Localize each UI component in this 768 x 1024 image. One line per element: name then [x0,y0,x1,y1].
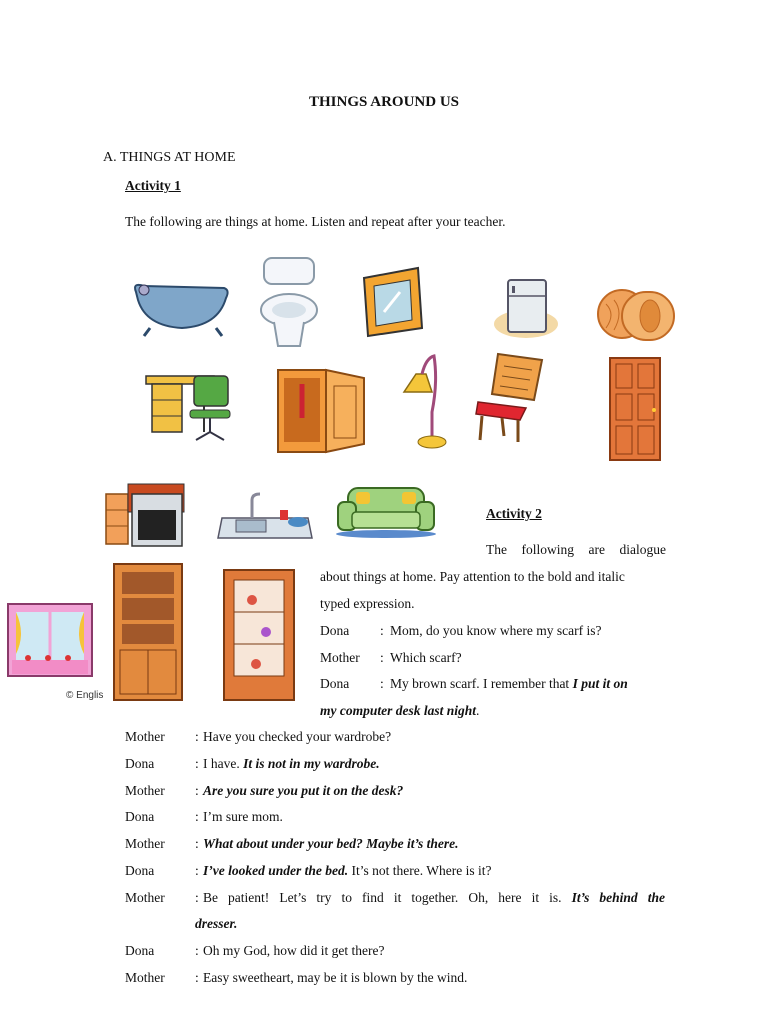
activity1-instruction: The following are things at home. Listen and repeat after your teacher. [125,214,506,229]
dialogue-line [203,803,665,830]
toilet-icon [261,258,317,346]
dialogue-bold-text: dresser. [195,916,238,931]
dialogue-separator: : [195,809,199,824]
dialogue-text: Which scarf? [390,650,462,665]
cabinet-icon [224,570,294,700]
dialogue-speaker: Mother [125,836,165,851]
dialogue-bold-text: It’s behind the [571,890,666,905]
dialogue-separator: : [195,756,199,771]
dialogue-separator: : [195,783,199,798]
section-heading: A. THINGS AT HOME [103,150,236,165]
sink-icon [218,494,312,538]
dialogue-speaker: Dona [320,623,350,638]
copyright-note: © Englis [66,690,104,701]
dialogue-separator: : [195,943,199,958]
dialogue-line [203,937,665,964]
dialogue-bold-text: It is not in my wardrobe. [243,756,380,771]
mirror-icon [364,268,422,336]
dialogue-text: Mom, do you know where my scarf is? [390,623,602,638]
dialogue-separator: : [380,676,384,691]
chair-icon [476,354,542,442]
stove-icon [106,484,184,546]
activity2-label: Activity 2 [486,506,542,521]
dialogue-separator: : [195,836,199,851]
dialogue-speaker: Mother [125,890,165,905]
dialogue-line [320,697,666,724]
dialogue-speaker: Mother [125,970,165,985]
dialogue-text: Easy sweetheart, may be it is blown by the wind. [203,970,468,985]
dialogue-separator: : [195,890,199,905]
lamp-icon [404,356,446,448]
dialogue-bold-text: I put it on [572,676,628,691]
dialogue-separator: : [380,623,384,638]
bookshelf-icon [114,564,182,700]
activity1-label: Activity 1 [125,178,181,193]
dialogue-line [203,884,665,911]
dialogue-bold-text: I’ve looked under the bed. [203,863,349,878]
rug-icon [598,290,674,340]
dialogue-text: Oh my God, how did it get there? [203,943,385,958]
dialogue-line [390,670,666,697]
dialogue-speaker: Dona [125,809,155,824]
dialogue-text: I have. [203,756,244,771]
activity2-intro-line1: The following are dialogue [486,542,666,557]
activity2-intro-line2: about things at home. Pay attention to the bold and italic [320,569,625,584]
sofa-icon [336,488,436,538]
dialogue-line [390,644,666,671]
dialogue-text: I’m sure mom. [203,809,283,824]
dialogue-bold-text: Are you sure you put it on the desk? [203,783,404,798]
dialogue-separator: : [195,970,199,985]
dialogue-speaker: Dona [320,676,350,691]
wardrobe-icon [278,370,364,452]
dialogue-bold-text: my computer desk last night [320,703,477,718]
dialogue-speaker: Dona [125,863,155,878]
dialogue-speaker: Mother [125,729,165,744]
dialogue-text: Be patient! Let’s try to find it together. Oh, here it is. [203,890,572,905]
dialogue-separator: : [195,729,199,744]
dialogue-separator: : [380,650,384,665]
dialogue-line [195,910,495,937]
activity2-intro-line3: typed expression. [320,596,415,611]
dialogue-line [203,750,665,777]
dialogue-line [203,830,665,857]
dialogue-speaker: Mother [320,650,360,665]
page-title: THINGS AROUND US [308,94,460,110]
door-icon [610,358,660,460]
dialogue-line [203,857,665,884]
dialogue-text: It’s not there. Where is it? [348,863,492,878]
dialogue-line [390,617,666,644]
dialogue-speaker: Mother [125,783,165,798]
dialogue-text: . [476,703,480,718]
dialogue-line [203,964,665,991]
dialogue-speaker: Dona [125,756,155,771]
bathtub-icon [135,285,228,336]
window-icon [8,604,92,676]
dialogue-speaker: Dona [125,943,155,958]
refrigerator-icon [494,280,558,338]
dialogue-bold-text: What about under your bed? Maybe it’s there. [203,836,459,851]
dialogue-separator: : [195,863,199,878]
dialogue-text: Have you checked your wardrobe? [203,729,392,744]
dialogue-text: My brown scarf. I remember that [390,676,573,691]
dialogue-line [203,777,665,804]
desk-icon [146,376,230,440]
dialogue-line [203,723,665,750]
